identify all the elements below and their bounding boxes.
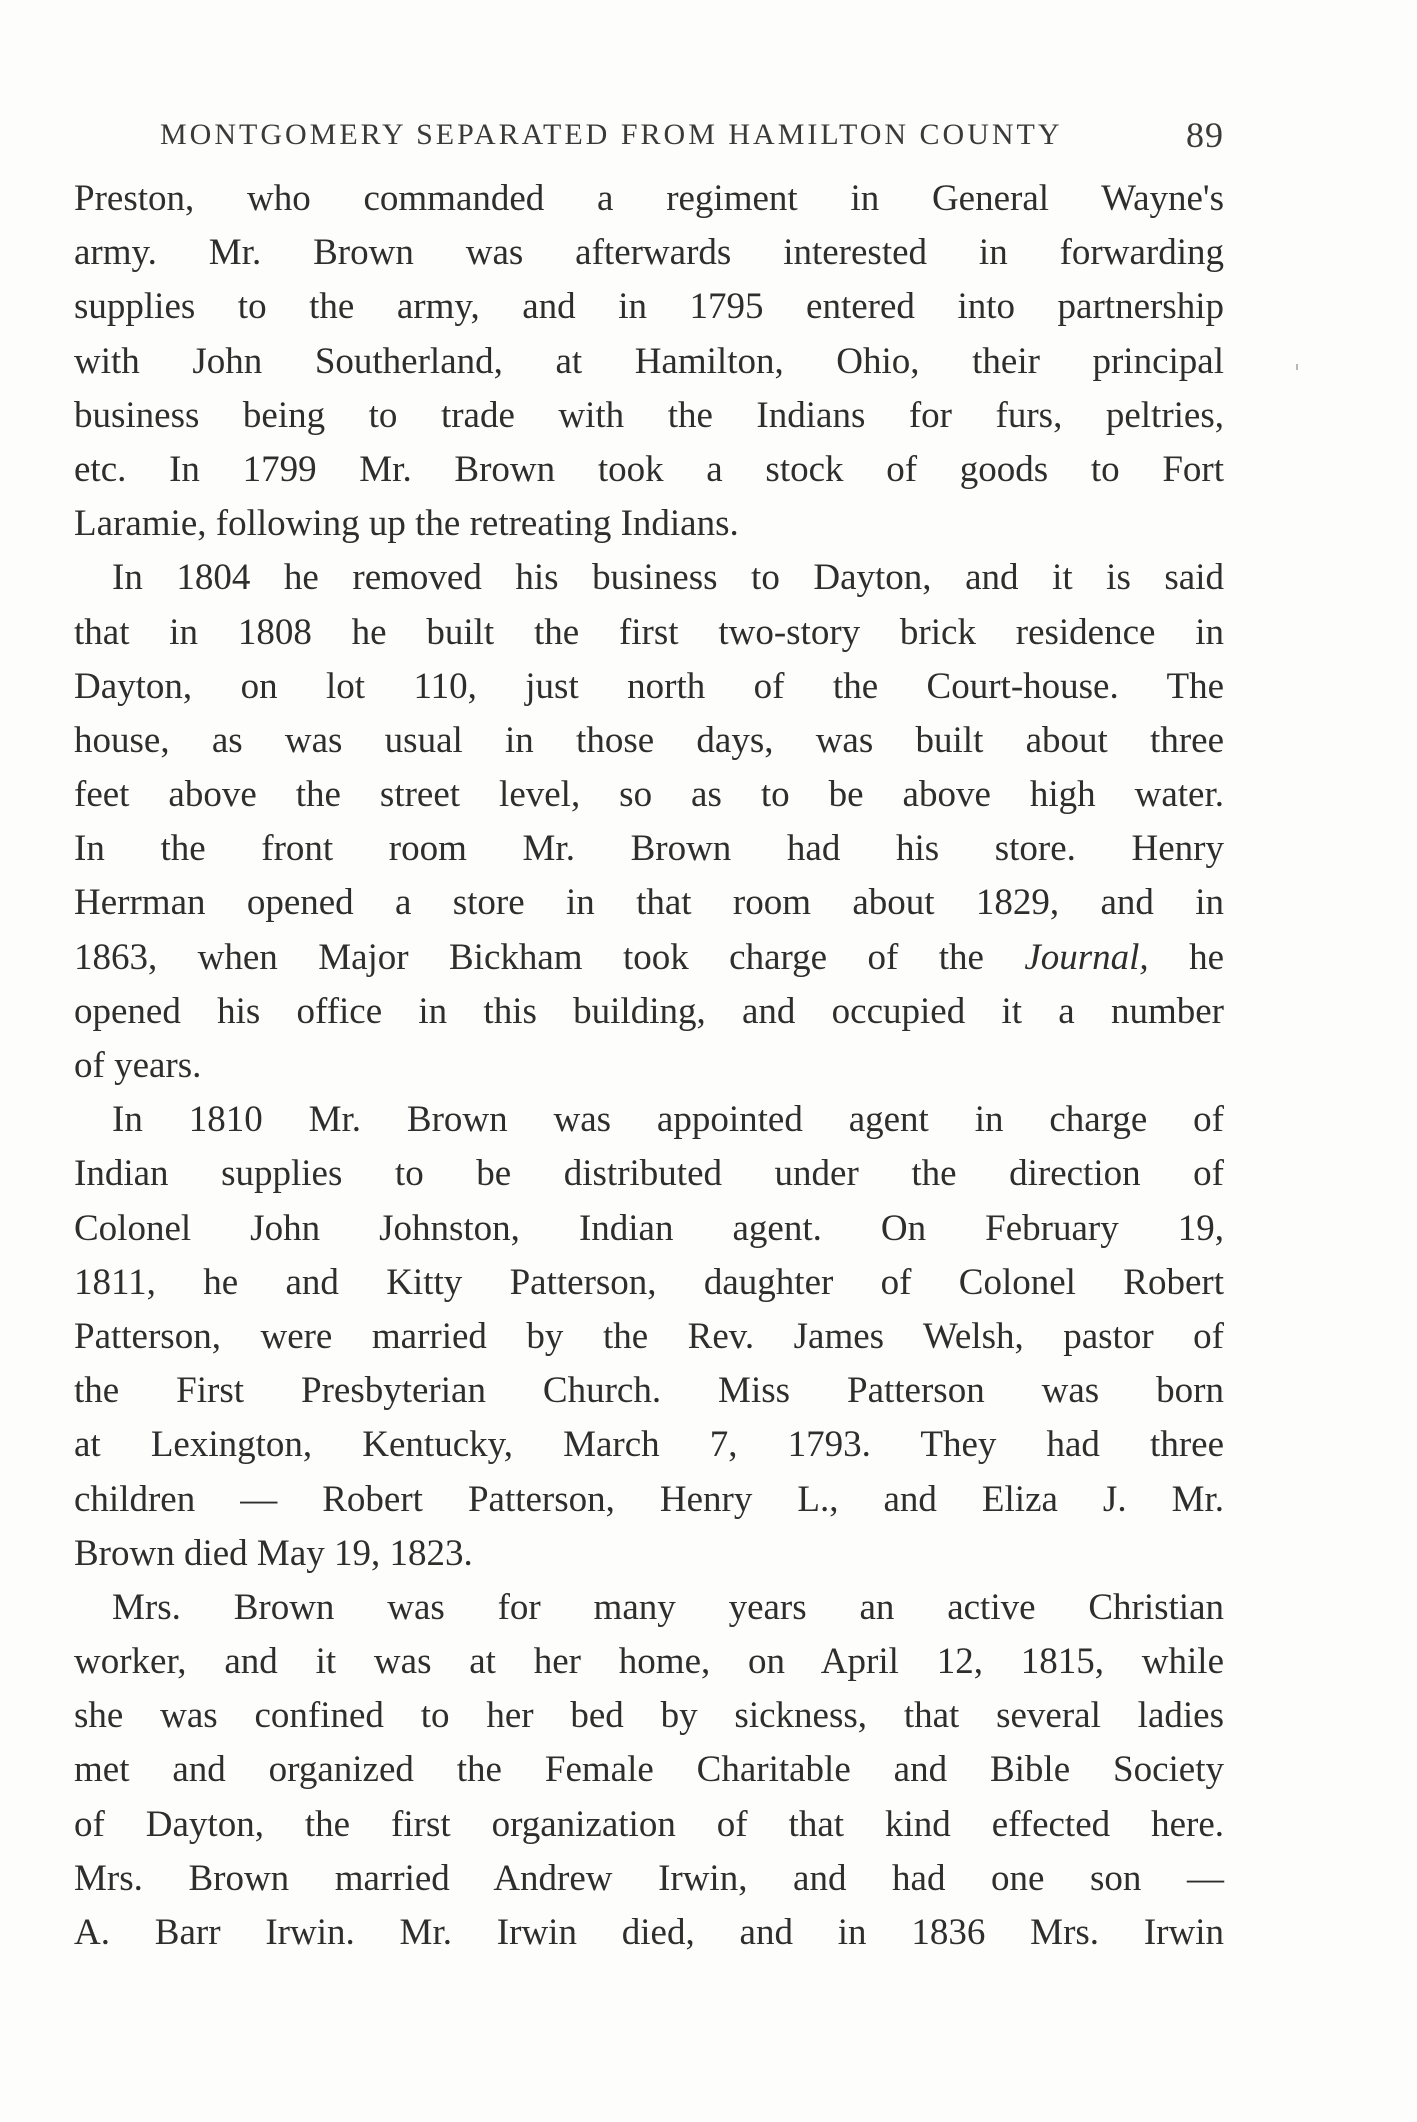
text-line: met and organized the Female Charitable and Bible Society — [74, 1749, 1224, 1791]
text-line: Herrman opened a store in that room about 1829, and in — [74, 882, 1224, 924]
text-line: opened his office in this building, and occupied it a number — [74, 990, 1224, 1032]
text-line: of years. — [74, 1045, 202, 1086]
text-line: In 1810 Mr. Brown was appointed agent in charge of — [112, 1099, 1224, 1141]
margin-mark — [1296, 364, 1298, 370]
text-line: 1811, he and Kitty Patterson, daughter of Colonel Robert — [74, 1261, 1224, 1303]
paragraph-3 — [74, 1093, 1224, 1581]
text-line: army. Mr. Brown was afterwards interested in forwarding — [74, 232, 1224, 274]
text-line: Patterson, were married by the Rev. James Welsh, pastor of — [74, 1315, 1224, 1357]
text-line: Colonel John Johnston, Indian agent. On February 19, — [74, 1207, 1224, 1249]
text-line: that in 1808 he built the first two-story brick residence in — [74, 611, 1224, 653]
paragraph-1 — [74, 172, 1224, 551]
running-header — [160, 115, 1260, 158]
text-line: children — Robert Patterson, Henry L., and Eliza J. Mr. — [74, 1478, 1224, 1520]
text-line: supplies to the army, and in 1795 entered into partnership — [74, 286, 1224, 328]
text-line: worker, and it was at her home, on April 12, 1815, while — [74, 1641, 1224, 1683]
paragraph-4 — [74, 1581, 1224, 1960]
line-end: he — [1148, 936, 1224, 978]
text-line: at Lexington, Kentucky, March 7, 1793. They had three — [74, 1424, 1224, 1466]
text-line: In the front room Mr. Brown had his store. Henry — [74, 828, 1224, 870]
text-line: the First Presbyterian Church. Miss Patterson was born — [74, 1370, 1224, 1412]
body-text — [74, 172, 1224, 1960]
paragraph-2 — [74, 551, 1224, 1093]
text-line: she was confined to her bed by sickness, that several ladies — [74, 1695, 1224, 1737]
text-line: etc. In 1799 Mr. Brown took a stock of goods to Fort — [74, 448, 1224, 490]
text-line: In 1804 he removed his business to Dayton, and it is said — [112, 557, 1224, 599]
text-line: house, as was usual in those days, was built about three — [74, 719, 1224, 761]
text-line: Laramie, following up the retreating Indians. — [74, 503, 739, 545]
text-line: A. Barr Irwin. Mr. Irwin died, and in 1836 Mrs. Irwin — [74, 1912, 1224, 1953]
text-line: Preston, who commanded a regiment in General Wayne's — [74, 178, 1224, 219]
text-line: of Dayton, the first organization of that kind effected here. — [74, 1803, 1224, 1845]
journal-title: Journal, — [1024, 936, 1149, 978]
text-line: with John Southerland, at Hamilton, Ohio, their principal — [74, 340, 1224, 382]
text-line: Brown died May 19, 1823. — [74, 1532, 473, 1574]
text-line: business being to trade with the Indians for furs, peltries, — [74, 394, 1224, 436]
line-start: 1863, when Major Bickham took charge of the — [74, 936, 1025, 978]
text-line: Indian supplies to be distributed under the direction of — [74, 1153, 1224, 1195]
page-number: 89 — [1186, 115, 1224, 155]
chapter-title: MONTGOMERY SEPARATED FROM HAMILTON COUNTY — [160, 118, 1063, 151]
text-line-with-italic — [74, 931, 1224, 985]
text-line: feet above the street level, so as to be above high water. — [74, 774, 1224, 816]
text-line: Mrs. Brown was for many years an active Christian — [112, 1586, 1224, 1628]
text-line: Dayton, on lot 110, just north of the Court-house. The — [74, 665, 1224, 707]
text-line: Mrs. Brown married Andrew Irwin, and had one son — — [74, 1857, 1224, 1899]
